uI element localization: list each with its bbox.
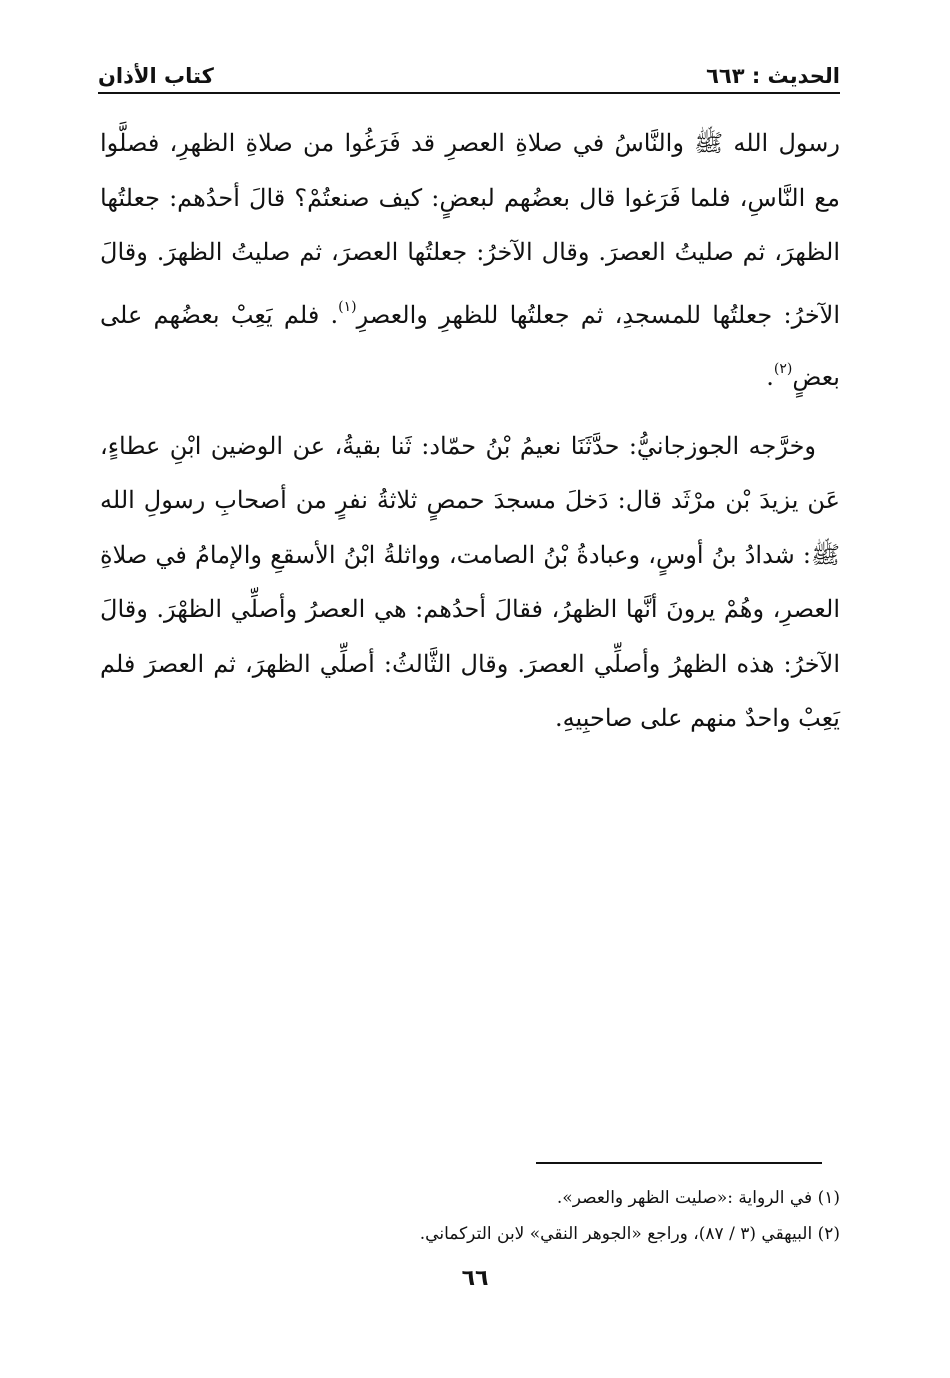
main-text bbox=[100, 116, 840, 760]
paragraph-2: وخرَّجه الجوزجانيُّ: حدَّثَنَا نعيمُ بْنُ حمّاد: ثَنا بقيةُ، عن الوضين ابْنِ عطاءٍ، عَن يزيدَ بْن مرْثَد قال: دَخلَ مسجدَ حمصٍ ثلاثةُ نفرٍ من أصحابِ رسولِ الله ﷺ: شدادُ بنُ أوسٍ، وعبادةُ بْنُ الصامت، وواثلةُ ابْنُ الأسقعِ والإمامُ في صلاةِ العصرِ، وهُمْ يرونَ أنَّها الظهرُ، فقالَ أحدُهم: هي العصرُ وأصلِّي الظهْرَ. وقالَ الآخرُ: هذه الظهرُ وأصلِّي العصرَ. وقال الثَّالثُ: أصلِّي الظهرَ، ثم العصرَ فلم يَعِبْ واحدٌ منهم على صاحبِيهِ. bbox=[100, 431, 841, 732]
footnote-1: (١) في الرواية :«صليت الظهر والعصر». bbox=[556, 1188, 840, 1208]
footnote-2: (٢) البيهقي (٣ / ٨٧)، وراجع «الجوهر النقي» لابن التركماني. bbox=[419, 1224, 840, 1244]
footnotes bbox=[100, 1180, 840, 1252]
book-chapter-title: كتاب الأذان bbox=[98, 64, 214, 88]
footnote-divider bbox=[536, 1162, 822, 1164]
paragraph-1-end: . bbox=[766, 363, 774, 391]
paragraph-1 bbox=[100, 116, 840, 405]
running-header bbox=[98, 58, 840, 94]
footnote-ref-1: (١) bbox=[338, 298, 357, 315]
paragraph-1-continuation: . فلم يَعِبْ بعضُهم على بعضٍ bbox=[100, 300, 840, 391]
footnote-ref-2: (٢) bbox=[773, 361, 793, 377]
hadith-number-label: الحديث : ٦٦٣ bbox=[706, 64, 840, 88]
page-number: ٦٦ bbox=[461, 1266, 489, 1291]
paragraph-1-text: رسول الله ﷺ والنَّاسُ في صلاةِ العصرِ قد فَرَغُوا من صلاةِ الظهرِ، فصلَّوا مع النَّاسِ، فلما فَرَغوا قال بعضُهم لبعضٍ: كيف صنعتُمْ؟ قالَ أحدُهم: جعلتُها الظهرَ، ثم صليتُ العصرَ. وقال الآخرُ: جعلتُها العصرَ، ثم صليتُ الظهرَ. وقالَ الآخرُ: جعلتُها للمسجدِ، ثم جعلتُها للظهرِ والعصرِ bbox=[100, 129, 841, 329]
